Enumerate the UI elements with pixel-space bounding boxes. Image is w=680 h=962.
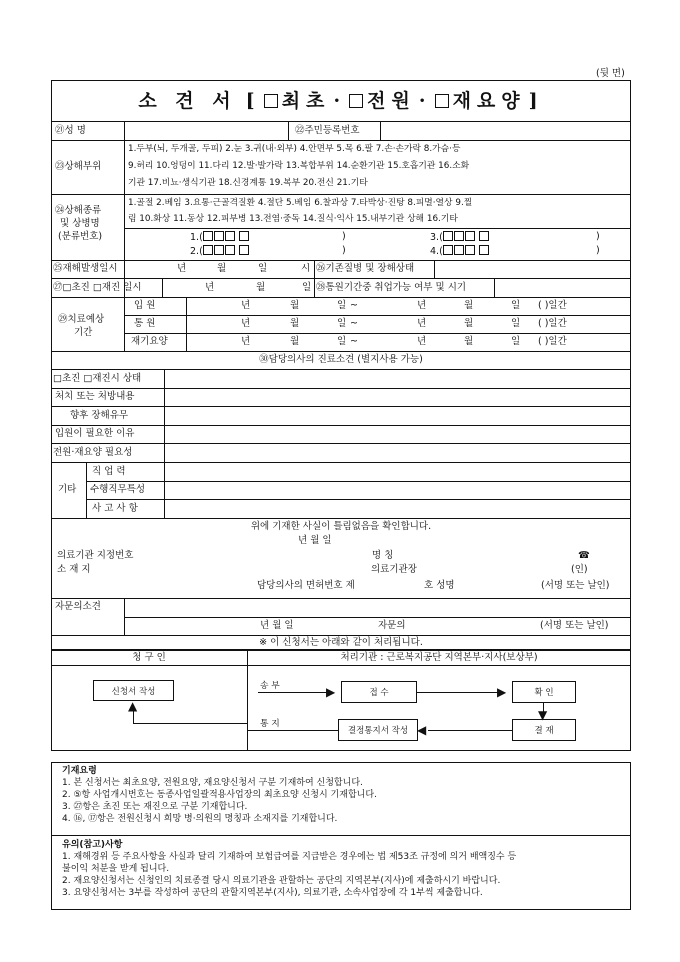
advisory-sign: (서명 또는 날인) — [540, 620, 609, 631]
treat-row-outpatient: 통 원 — [134, 318, 156, 329]
accident-date-day: 일 — [258, 263, 268, 274]
title-bracket-close: ] — [528, 90, 544, 112]
treat-3-y2: 년 — [417, 336, 427, 347]
note-2-1b: 불이익 처분을 받게 됩니다. — [62, 864, 170, 874]
checkbox-re-treatment[interactable] — [435, 94, 449, 108]
treatment-content-field[interactable] — [165, 389, 630, 405]
flow-approve-box: 결 재 — [512, 719, 576, 741]
injury-type-label-3: (분류번호) — [58, 231, 103, 242]
injury-part-line1: 1.두부(뇌, 두개골, 두피) 2.눈 3.귀(내·외부) 4.안면부 5.목 6.팔 7.손·손가락 8.가슴·등 — [128, 144, 461, 154]
flow-apply-box: 신청서 작성 — [93, 680, 174, 701]
flow-arrow-down: ▼ — [538, 708, 548, 722]
treat-3-days: ( )일간 — [538, 336, 567, 347]
inst-name-label: 명 칭 — [372, 550, 394, 561]
code-3[interactable] — [430, 231, 490, 244]
treat-2-d1: 일 — [337, 318, 347, 329]
treat-3-d1: 일 — [337, 336, 347, 347]
title-dot: · — [418, 90, 432, 112]
confirm-statement: 위에 기재한 사실이 틀림없음을 확인합니다. — [250, 521, 432, 532]
name-field[interactable] — [126, 122, 286, 139]
title-main: 소 견 서 — [138, 90, 237, 112]
treatment-period-label: ㉙치료예상 — [58, 314, 105, 325]
injury-part-line2: 9.허리 10.엉덩이 11.다리 12.발·발가락 13.복합부위 14.순환기관 15.호흡기관 16.소화 — [128, 161, 470, 171]
advisory-date: 년 월 일 — [260, 620, 294, 631]
flow-arrow-up: ▲ — [128, 699, 138, 713]
code-1[interactable] — [190, 231, 250, 244]
treat-1-m2: 월 — [464, 300, 474, 311]
treat-range-2[interactable] — [186, 316, 631, 334]
first-visit-month: 월 — [256, 282, 266, 293]
name-label: ㉑성 명 — [55, 125, 86, 136]
treat-1-y1: 년 — [241, 300, 251, 311]
code-3-label: 3.( — [430, 232, 443, 243]
title-dot: · — [333, 90, 347, 112]
treat-range-1[interactable] — [186, 298, 631, 316]
treat-2-y1: 년 — [241, 318, 251, 329]
note-2-3: 3. 요양신청서는 3부를 작성하여 공단의 관할지역본부(지사), 의료기관, 소속사업장에 각 1부씩 제출합니다. — [62, 888, 483, 898]
flow-arrow-receive: ▶ — [497, 685, 507, 699]
accident-date-hour: 시 — [301, 263, 311, 274]
checkbox-first[interactable] — [264, 94, 278, 108]
disability-label: 향후 장해유무 — [70, 410, 129, 421]
treat-2-m1: 월 — [290, 318, 300, 329]
etc-job-feature: 수행직무특성 — [90, 484, 146, 495]
license-label: 담당의사의 면허번호 제 — [257, 580, 355, 591]
code-4-close: ) — [596, 245, 600, 256]
treat-2-days: ( )일간 — [538, 318, 567, 329]
treat-1-tilde: ~ — [350, 300, 358, 311]
title-opt-first: 최초 — [281, 90, 331, 112]
treat-3-m1: 월 — [290, 336, 300, 347]
transfer-need-label: 전원·재요양 필요성 — [53, 447, 133, 458]
etc-occupation: 직 업 력 — [92, 466, 126, 477]
page-side-label: (뒷 면) — [596, 68, 625, 79]
process-right-header: 처리기관 : 근로복지공단 지역본부·지사(보상부) — [340, 652, 538, 663]
treat-row-admission: 입 원 — [134, 300, 156, 311]
treat-1-m1: 월 — [290, 300, 300, 311]
admission-reason-field[interactable] — [165, 426, 630, 442]
process-left-header: 청 구 인 — [132, 652, 166, 663]
injury-type-label-2: 및 상병명 — [60, 218, 100, 229]
first-visit-day: 일 — [302, 282, 312, 293]
checkbox-transfer[interactable] — [349, 94, 363, 108]
note-1-1: 1. 본 신청서는 최초요양, 전원요양, 재요양신청서 구분 기재하여 신청합니다. — [62, 778, 363, 788]
treatment-period-label-2: 기간 — [74, 327, 93, 338]
advisory-label: 자문의소견 — [55, 601, 101, 612]
note-1-3: 3. ㉗항은 초진 또는 재진으로 구분 기재합니다. — [62, 802, 248, 812]
treat-3-tilde: ~ — [350, 336, 358, 347]
advisory-doctor: 자문의 — [378, 620, 406, 631]
treat-3-y1: 년 — [241, 336, 251, 347]
treatment-content-label: 처치 또는 처방내용 — [55, 391, 135, 402]
treat-2-tilde: ~ — [350, 318, 358, 329]
note-1-4: 4. ⑯, ⑰항은 전원신청시 희망 병·의원의 명칭과 소재지를 기재합니다. — [62, 814, 338, 824]
code-2-close: ) — [342, 245, 346, 256]
admission-reason-label: 입원이 필요한 이유 — [55, 428, 135, 439]
notes-title-2: 유의(참고)사항 — [62, 840, 123, 850]
code-4-label: 4.( — [430, 246, 443, 257]
flow-notify-label: 통 지 — [260, 719, 280, 729]
etc-label: 기타 — [58, 484, 77, 495]
address-label: 소 재 지 — [57, 564, 91, 575]
treat-range-3[interactable] — [186, 334, 631, 352]
code-1-close: ) — [342, 231, 346, 242]
treat-3-d2: 일 — [511, 336, 521, 347]
injury-type-label: ㉔상해종류 — [55, 205, 102, 216]
flow-arrow-notice: ◀ — [417, 723, 427, 737]
note-1-2: 2. ⑤항 사업개시번호는 동종사업일괄적용사업장의 최초요양 신청시 기재합니다. — [62, 790, 377, 800]
treat-1-days: ( )일간 — [538, 300, 567, 311]
note-2-1: 1. 재해경위 등 주요사항을 사실과 달리 기재하여 보험급여를 지급받은 경우에는 법 제53조 규정에 의거 배액징수 등 — [62, 852, 517, 862]
accident-date-month: 월 — [217, 263, 227, 274]
phone-icon: ☎ — [578, 550, 590, 561]
treat-1-y2: 년 — [417, 300, 427, 311]
flow-send-label: 송 부 — [260, 681, 280, 691]
opinion-header: ㉚담당의사의 진료소견 (별지사용 가능) — [259, 354, 423, 365]
flow-notice-box: 결정통지서 작성 — [338, 719, 418, 741]
accident-date-year: 년 — [177, 263, 187, 274]
first-visit-year: 년 — [205, 282, 215, 293]
code-2[interactable] — [190, 245, 250, 258]
transfer-need-field[interactable] — [165, 444, 630, 461]
code-2-label: 2.( — [190, 246, 203, 257]
treat-2-y2: 년 — [417, 318, 427, 329]
form-title — [51, 86, 631, 113]
doctor-name-label: 호 성명 — [424, 580, 455, 591]
etc-accident: 사 고 사 항 — [92, 503, 138, 514]
disability-field[interactable] — [165, 407, 630, 424]
confirm-date: 년 월 일 — [298, 535, 332, 546]
flow-receive-box: 접 수 — [341, 681, 417, 703]
title-opt-re-treatment: 재요양 — [452, 90, 526, 112]
notes-title-1: 기재요령 — [62, 766, 97, 776]
treat-2-m2: 월 — [464, 318, 474, 329]
treat-1-d1: 일 — [337, 300, 347, 311]
rrn-field[interactable] — [382, 122, 629, 139]
seal-label: (인) — [571, 564, 588, 575]
first-visit-label: ㉗□초진 □재진 일시 — [53, 282, 142, 293]
treat-row-re-treatment: 재기요양 — [131, 336, 168, 347]
code-3-close: ) — [596, 231, 600, 242]
flow-arrow-send: ▶ — [326, 685, 336, 699]
code-4[interactable] — [430, 245, 490, 258]
injury-type-line2: 림 10.화상 11.동상 12.피부병 13.전염·중독 14.질식·익사 15.내부기관 상해 16.기타 — [128, 214, 458, 224]
flow-confirm-box: 확 인 — [512, 681, 576, 703]
injury-type-line1: 1.골절 2.베임 3.요통·근골격질환 4.절단 5.베임 6.찰과상 7.타박상·진탕 8.피멸·열상 9.찔 — [128, 198, 473, 208]
injury-part-line3: 기관 17.비뇨·생식기관 18.신경계통 19.복부 20.전신 21.기타 — [128, 178, 368, 188]
accident-date-label: ㉕재해발생일시 — [53, 263, 118, 274]
treat-3-m2: 월 — [464, 336, 474, 347]
existing-condition-label: ㉖기존질병 및 장해상태 — [316, 263, 415, 274]
doctor-sign-label: (서명 또는 날인) — [541, 580, 610, 591]
advisory-field[interactable] — [126, 599, 629, 616]
title-opt-transfer: 전원 — [367, 90, 416, 112]
work-possible-label: ㉘통원기간중 취업가능 여부 및 시기 — [316, 282, 467, 293]
note-2-2: 2. 재요양신청서는 신청인의 치료종결 당시 의료기관을 관할하는 공단의 지역본부(지사)에 제출하시기 바랍니다. — [62, 876, 501, 886]
code-1-label: 1.( — [190, 232, 203, 243]
status-label: □초진 □재진시 상태 — [53, 373, 142, 384]
injury-part-label: ㉓상해부위 — [55, 161, 102, 172]
rrn-label: ㉒주민등록번호 — [295, 125, 360, 136]
process-caption: ※ 이 신청서는 아래와 같이 처리됩니다. — [259, 637, 423, 648]
status-field[interactable] — [165, 370, 630, 387]
treat-1-d2: 일 — [511, 300, 521, 311]
title-bracket-open: [ — [245, 90, 261, 112]
chief-label: 의료기관장 — [371, 564, 417, 575]
inst-no-label: 의료기관 지정번호 — [57, 550, 134, 561]
treat-2-d2: 일 — [511, 318, 521, 329]
